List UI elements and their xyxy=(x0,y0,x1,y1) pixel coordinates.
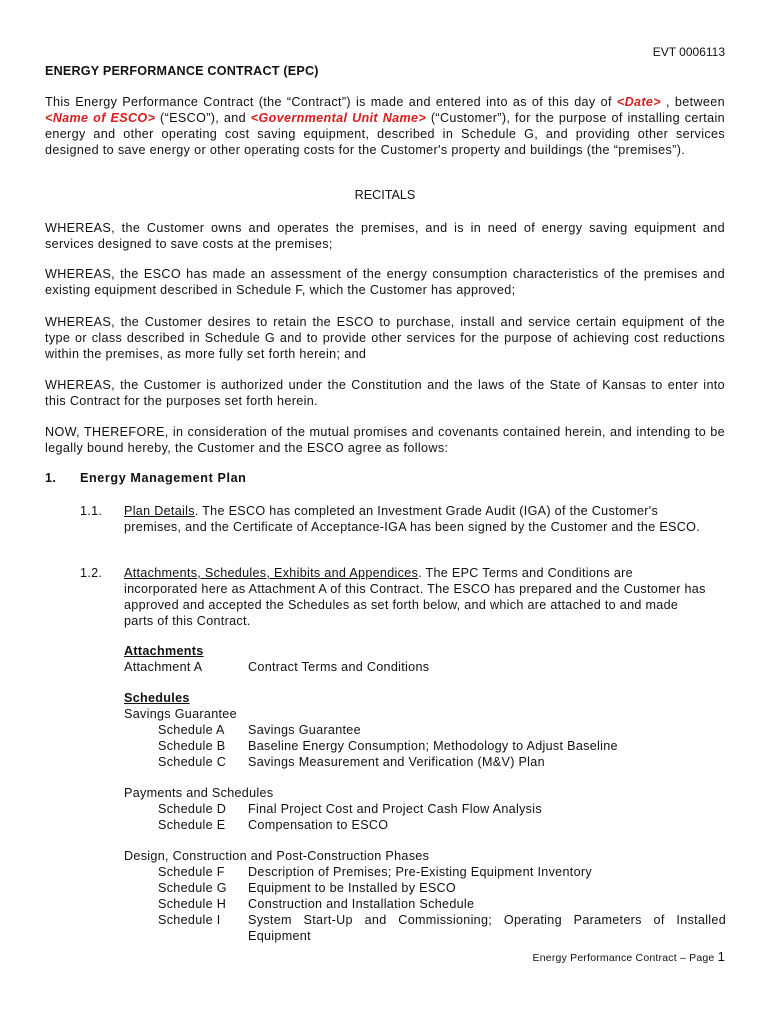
recital-paragraph: WHEREAS, the Customer owns and operates the premises, and is in need of energy saving equipment and services designed to save costs at the premises; xyxy=(45,221,725,251)
schedule-group-title: Savings Guarantee xyxy=(124,707,237,721)
page-footer xyxy=(533,949,725,964)
esco-name-placeholder: <Name of ESCO> xyxy=(45,111,156,125)
schedule-description-continued: Equipment xyxy=(248,929,311,943)
schedule-label: Schedule C xyxy=(158,755,227,769)
document-id: EVT 0006113 xyxy=(652,45,725,59)
document-title: ENERGY PERFORMANCE CONTRACT (EPC) xyxy=(45,64,319,78)
attachment-label: Attachment A xyxy=(124,660,203,674)
recital-paragraph: WHEREAS, the ESCO has made an assessment of the energy consumption characteristics of the premises and existing equipment described in Schedule F, which the Customer has approved; xyxy=(45,267,725,297)
attachment-description: Contract Terms and Conditions xyxy=(248,660,430,674)
subsection-plan-details xyxy=(124,503,709,535)
intro-text-4: (“Customer”), for the purpose of installing certain energy and other operating cost saving equipment, described in Schedule G, and providing other services designed to save energy or other operating costs for the Customer's property and buildings (the “premises”). xyxy=(45,111,725,157)
schedule-label: Schedule A xyxy=(158,723,225,737)
schedule-label: Schedule I xyxy=(158,913,221,927)
schedule-label: Schedule H xyxy=(158,897,227,911)
section-number: 1. xyxy=(45,471,57,485)
subsection-text: . The EPC Terms and Conditions are incorporated here as Attachment A of this Contract. The ESCO has prepared and the Customer has approved and accepted the Schedules as set forth below, and which are attached to and made parts of this Contract. xyxy=(124,566,706,628)
intro-paragraph xyxy=(45,94,725,158)
schedule-label: Schedule E xyxy=(158,818,226,832)
schedule-description: Construction and Installation Schedule xyxy=(248,897,475,911)
page-number: 1 xyxy=(717,949,725,964)
schedule-description: Savings Guarantee xyxy=(248,723,361,737)
schedule-description: System Start-Up and Commissioning; Operating Parameters of Installed xyxy=(248,913,726,927)
intro-text-3: (“ESCO”), and xyxy=(155,111,251,125)
schedule-description: Equipment to be Installed by ESCO xyxy=(248,881,457,895)
section-title: Energy Management Plan xyxy=(80,471,247,485)
schedule-description: Compensation to ESCO xyxy=(248,818,389,832)
schedule-description: Baseline Energy Consumption; Methodology to Adjust Baseline xyxy=(248,739,618,753)
schedules-heading: Schedules xyxy=(124,691,190,705)
recital-paragraph: WHEREAS, the Customer desires to retain the ESCO to purchase, install and service certain equipment of the type or class described in Schedule G and to provide other services for the purpose of achieving cost reductions within the premises, as more fully set forth herein; and xyxy=(45,315,725,361)
schedule-group-title: Payments and Schedules xyxy=(124,786,274,800)
agreement-paragraph: NOW, THEREFORE, in consideration of the mutual promises and covenants contained herein, and intending to be legally bound hereby, the Customer and the ESCO agree as follows: xyxy=(45,425,725,455)
recitals-heading: RECITALS xyxy=(354,188,416,202)
subsection-heading: Plan Details xyxy=(124,504,195,518)
schedule-label: Schedule B xyxy=(158,739,226,753)
schedule-label: Schedule D xyxy=(158,802,227,816)
schedule-description: Description of Premises; Pre-Existing Equipment Inventory xyxy=(248,865,592,879)
intro-text-2: , between xyxy=(660,95,725,109)
schedule-group-title: Design, Construction and Post-Construction Phases xyxy=(124,849,430,863)
attachments-heading: Attachments xyxy=(124,644,204,658)
schedule-description: Savings Measurement and Verification (M&V) Plan xyxy=(248,755,545,769)
date-placeholder: <Date> xyxy=(616,95,661,109)
governmental-unit-placeholder: <Governmental Unit Name> xyxy=(250,111,427,125)
recital-paragraph: WHEREAS, the Customer is authorized under the Constitution and the laws of the State of Kansas to enter into this Contract for the purposes set forth herein. xyxy=(45,378,725,408)
subsection-number: 1.1. xyxy=(80,504,103,518)
subsection-heading: Attachments, Schedules, Exhibits and Appendices xyxy=(124,566,419,580)
subsection-text: . The ESCO has completed an Investment Grade Audit (IGA) of the Customer's premises, and the Certificate of Acceptance-IGA has been signed by the Customer and the ESCO. xyxy=(124,504,701,534)
subsection-number: 1.2. xyxy=(80,566,103,580)
intro-text-1: This Energy Performance Contract (the “Contract”) is made and entered into as of this day of xyxy=(45,95,617,109)
schedule-description: Final Project Cost and Project Cash Flow Analysis xyxy=(248,802,542,816)
schedule-label: Schedule F xyxy=(158,865,225,879)
footer-text: Energy Performance Contract – Page xyxy=(532,952,718,964)
schedule-label: Schedule G xyxy=(158,881,227,895)
subsection-attachments xyxy=(124,565,709,629)
